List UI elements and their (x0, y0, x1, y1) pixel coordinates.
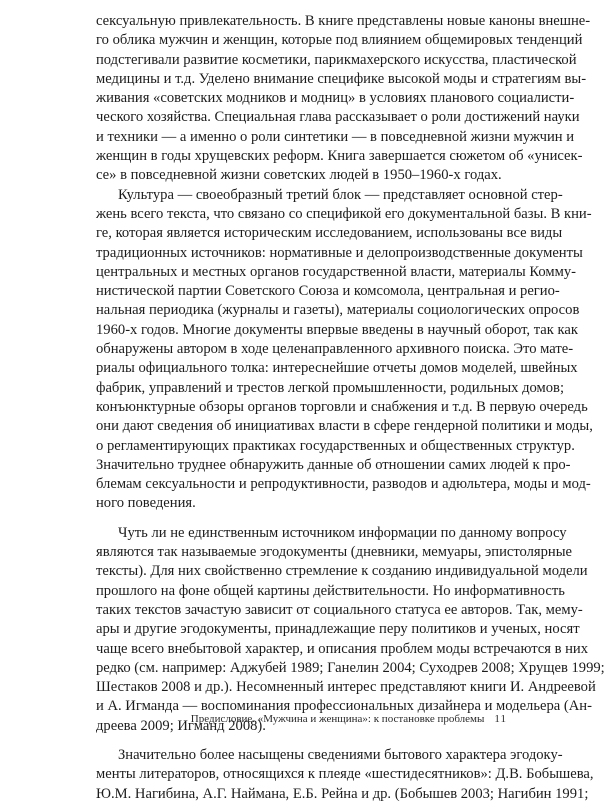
text-line: блемам сексуальности и репродуктивности, разводов и адюльтера, моды и мод- (96, 476, 591, 493)
paragraph-2 (96, 186, 593, 514)
text-line: нистической партии Советского Союза и комсомола, центральная и регио- (96, 283, 560, 300)
text-line: медицины и т.д. Уделено внимание специфике высокой моды и стратегиям вы- (96, 70, 587, 87)
text-line: редко (см. например: Аджубей 1989; Ганелин 2004; Суходрев 2008; Хрущев 1999; (96, 659, 605, 676)
text-line: ческого хозяйства. Специальная глава рассказывает о роли достижений науки (96, 109, 580, 126)
text-line: центральных и местных органов государственной власти, материалы Комму- (96, 263, 576, 280)
text-line: Культура — своеобразный третий блок — представляет основной стер- (118, 186, 563, 203)
text-line: Значительно более насыщены сведениями бытового характера эгодоку- (118, 746, 563, 763)
page-number: 11 (494, 713, 507, 725)
running-footer (96, 712, 507, 726)
text-line: женщин в годы хрущевских реформ. Книга завершается сюжетом об «унисек- (96, 148, 583, 165)
paragraph-gap (96, 514, 507, 524)
text-line: и А. Игманда — воспоминания профессиональных дизайнера и модельера (Ан- (96, 698, 592, 715)
text-line: жень всего текста, что связано со спецификой его документальной базы. В кни- (96, 205, 592, 222)
text-line: прошлого на фоне общей картины действительности. Но информативность (96, 582, 565, 599)
text-line: риалы официального толка: интереснейшие отчеты домов моделей, швейных (96, 360, 578, 377)
text-line: являются так называемые эгодокументы (дневники, мемуары, эпистолярные (96, 544, 573, 561)
running-title: Предисловие. «Мужчина и женщина»: к постановке проблемы (190, 713, 485, 725)
text-line: Чуть ли не единственным источником информации по данному вопросу (118, 524, 567, 541)
text-line: дреева 2009; Игманд 2008). (96, 717, 266, 734)
text-line: се» в повседневной жизни советских людей в 1950–1960-х годах. (96, 167, 502, 184)
text-line: традиционных источников: нормативные и делопроизводственные документы (96, 244, 583, 261)
text-line: Шестаков 2008 и др.). Несомненный интерес представляют книги И. Андреевой (96, 679, 596, 696)
text-line: ного поведения. (96, 495, 196, 512)
text-line: сексуальную привлекательность. В книге представлены новые каноны внешне- (96, 13, 591, 29)
paragraph-3 (96, 524, 605, 736)
text-line: Ю.М. Нагибина, А.Г. Наймана, Е.Б. Рейна и др. (Бобышев 2003; Нагибин 1991; (96, 785, 589, 802)
text-line: ары и другие эгодокументы, принадлежащие перу политиков и ученых, носят (96, 621, 580, 638)
text-line: ге, которая является историческим исследованием, использованы все виды (96, 225, 563, 242)
text-line: фабрик, управлений и трестов легкой промышленности, родильных домов; (96, 379, 565, 396)
text-line: конъюнктурные обзоры органов торговли и снабжения и т.д. В первую очередь (96, 398, 588, 415)
text-line: менты литераторов, относящихся к плеяде «шестидесятников»: Д.В. Бобышева, (96, 766, 594, 783)
text-line: таких текстов зачастую зависит от социального статуса ее авторов. Так, мему- (96, 601, 583, 618)
text-line: и техники — а именно о роли синтетики — в повседневной жизни мужчин и (96, 128, 575, 145)
paragraph-4 (96, 746, 594, 804)
paragraph-1 (96, 12, 591, 186)
paragraph-gap (96, 736, 507, 746)
text-line: подстегивали развитие косметики, парикмахерского искусства, пластической (96, 51, 577, 68)
text-line: 1960-х годов. Многие документы впервые введены в научный оборот, так как (96, 321, 578, 338)
text-line: Значительно труднее обнаружить данные об отношении самих людей к про- (96, 456, 571, 473)
text-line: о регламентирующих практиках государственных и общественных структур. (96, 437, 575, 454)
text-line: живания «советских модников и модниц» в условиях планового социалисти- (96, 90, 575, 107)
text-line: они дают сведения об инициативах власти в сфере гендерной политики и моды, (96, 418, 593, 435)
text-line: нальная периодика (журналы и газеты), материалы социологических опросов (96, 302, 580, 319)
body-text (96, 12, 605, 804)
text-line: го облика мужчин и женщин, которые под влиянием общемировых тенденций (96, 32, 583, 49)
text-line: чаще всего внебытовой характер, и описания проблем моды встречаются в них (96, 640, 589, 657)
text-line: обнаружены автором в ходе целенаправленного архивного поиска. Это мате- (96, 341, 574, 358)
text-line: тексты). Для них свойственно стремление к созданию индивидуальной модели (96, 563, 588, 580)
